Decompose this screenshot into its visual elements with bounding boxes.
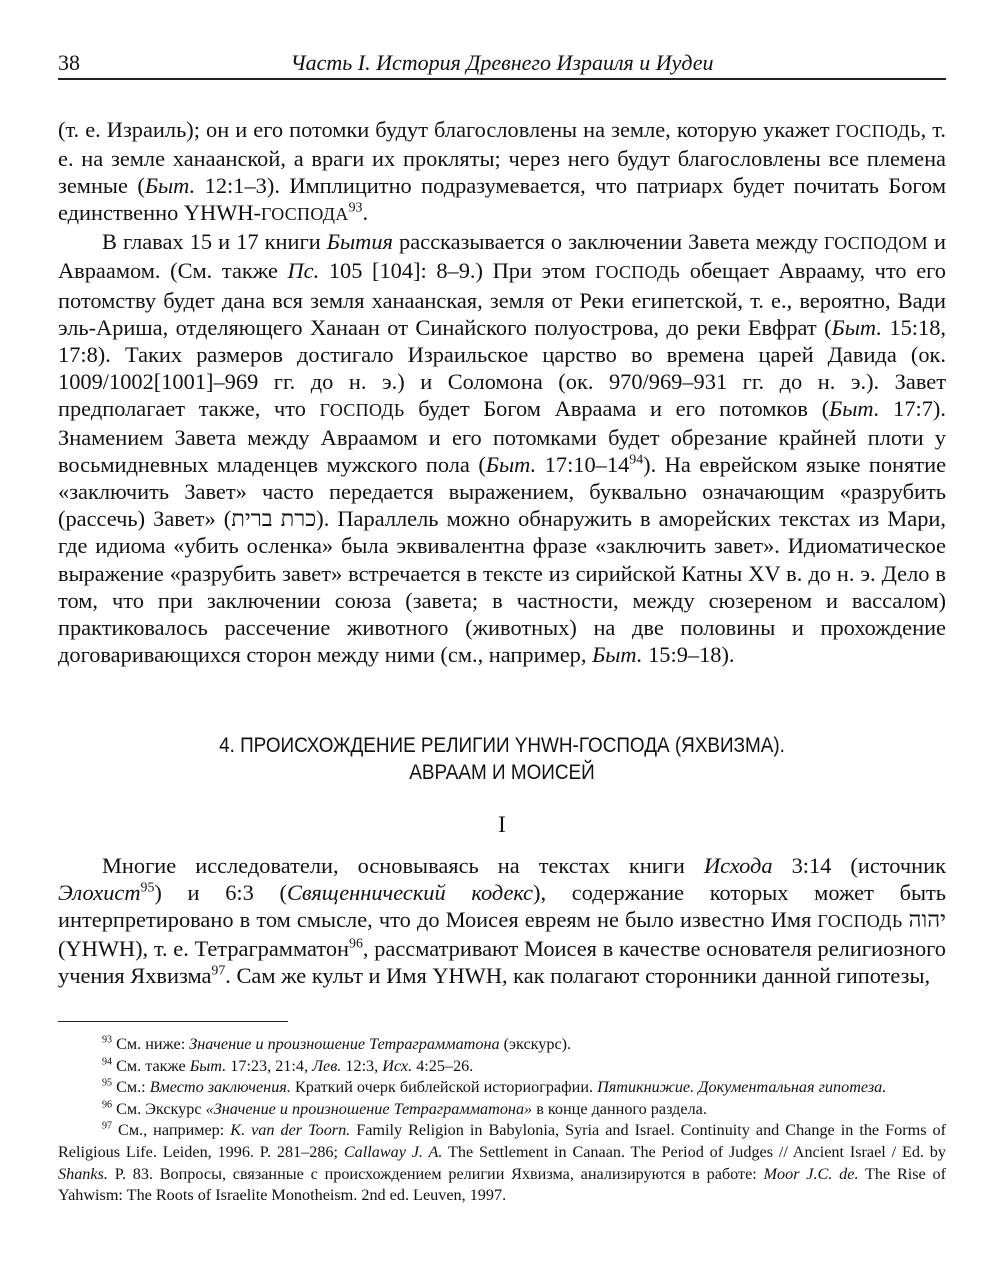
footnote-ref-95[interactable]: 95 [140, 880, 155, 896]
hebrew-text: כרת ברית [231, 506, 317, 532]
section-text [58, 852, 946, 989]
footnote-ref-97[interactable]: 97 [211, 963, 226, 979]
subsection-number: I [498, 812, 506, 837]
footnotes [58, 1034, 946, 1207]
footnote-ref-93[interactable]: 93 [348, 200, 363, 216]
paragraph-1: (т. е. Израиль); он и его потомки будут благословлены на земле, которую укажет ГОСПОДЬ, т. е. на земле ханаанской, а враги их прокляты; через него будут благословлены все племена земные (Быт. 12:1–3). Имплицитно подразумевается, что патриарх будет почитать Богом единственно YHWH-ГОСПОДА$^{93}$. [58, 117, 946, 226]
section-heading [102, 732, 901, 786]
running-title: Часть I. История Древнего Израиля и Иудеи [290, 50, 714, 75]
section-heading-line-1: 4. ПРОИСХОЖДЕНИЕ РЕЛИГИИ YHWH-ГОСПОДА (ЯХВИЗМА). [219, 734, 785, 757]
footnote-95: $^{95}$ См.: Вместо заключения. Краткий очерк библейской историографии. Пятикнижие. Документальная гипотеза. [102, 1077, 887, 1097]
hebrew-tetragrammaton: יהוה [908, 907, 946, 933]
section-heading-line-2: АВРААМ И МОИСЕЙ [409, 761, 595, 784]
footnote-96: $^{96}$ См. Экскурс «Значение и произношение Тетраграмматона» в конце данного раздела. [102, 1099, 707, 1118]
page-header [58, 48, 946, 80]
footnote-ref-96[interactable]: 96 [349, 936, 363, 952]
page-number: 38 [58, 50, 80, 75]
footnote-ref-94[interactable]: 94 [629, 452, 644, 468]
main-text [58, 116, 946, 668]
footnote-94: $^{94}$ См. также Быт. 17:23, 21:4, Лев. 12:3, Исх. 4:25–26. [102, 1056, 474, 1075]
footnote-divider [58, 1021, 288, 1022]
paragraph-3: Многие исследователи, основываясь на текстах книги Исхода 3:14 (источник Элохист$^{95}$) и 6:3 (Священнический кодекс), содержание которых может быть интерпретировано в том смысле, что до Моисея евреям не было известно Имя ГОСПОДЬ יהוה (YHWH), т. е. Тетраграмматон$^{96}$, рассматривают Моисея в качестве основателя религиозного учения Яхвизма$^{97}$. Сам же культ и Имя YHWH, как полагают сторонники данной гипотезы, [58, 853, 947, 989]
paragraph-2: В главах 15 и 17 книги Бытия рассказывается о заключении Завета между ГОСПОДОМ и Авраамом. (См. также Пс. 105 [104]: 8–9.) При этом ГОСПОДЬ обещает Аврааму, что его потомству будет дана вся земля ханаанская, земля от Реки египетской, т. е., вероятно, Вади эль-Ариша, отделяющего Ханаан от Синайского полуострова, до реки Евфрат (Быт. 15:18, 17:8). Таких размеров достигало Израильское царство во времена царей Давида (ок. 1009/1002[1001]–969 гг. до н. э.) и Соломона (ок. 970/969–931 гг. до н. э.). Завет предполагает также, что ГОСПОДЬ будет Богом Авраама и его потомков (Быт. 17:7). Знамением Завета между Авраамом и его потомками будет обрезание крайней плоти у восьмидневных младенцев мужского пола (Быт. $17:10-14^{94}$). На еврейском языке понятие «заключить Завет» часто передается выражением, буквально означающим «разрубить (рассечь) Завет» (כרת ברית). Параллель можно обнаружить в аморейских текстах из Мари, где идиома «убить осленка» была эквивалентна фразе «заключить завет». Идиоматическое выражение «разрубить завет» встречается в тексте из сирийской Катны XV в. до н. э. Дело в том, что при заключении союза (завета; в частности, между сюзереном и вассалом) практиковалось рассечение животного (животных) на две половины и прохождение договаривающихся сторон между ними (см., например, Быт. 15:9–18). [58, 229, 947, 667]
footnote-97: $^{97}$ См., например: K. van der Toorn. Family Religion in Babylonia, Syria and Israel. Continuity and Change in the Forms of Religious Life. Leiden, 1996. P. 281–286; Callaway J. A. The Settlement in Canaan. The Period of Judges // Ancient Israel / Ed. by Shanks. P. 83. Вопросы, связанные с происхождением религии Яхвизма, анализируются в работе: Moor J.C. de. The Rise of Yahwism: The Roots of Israelite Monotheism. 2nd ed. Leuven, 1997. [58, 1120, 946, 1205]
footnote-93: $^{93}$ См. ниже: Значение и произношение Тетраграмматона (экскурс). [102, 1034, 572, 1053]
